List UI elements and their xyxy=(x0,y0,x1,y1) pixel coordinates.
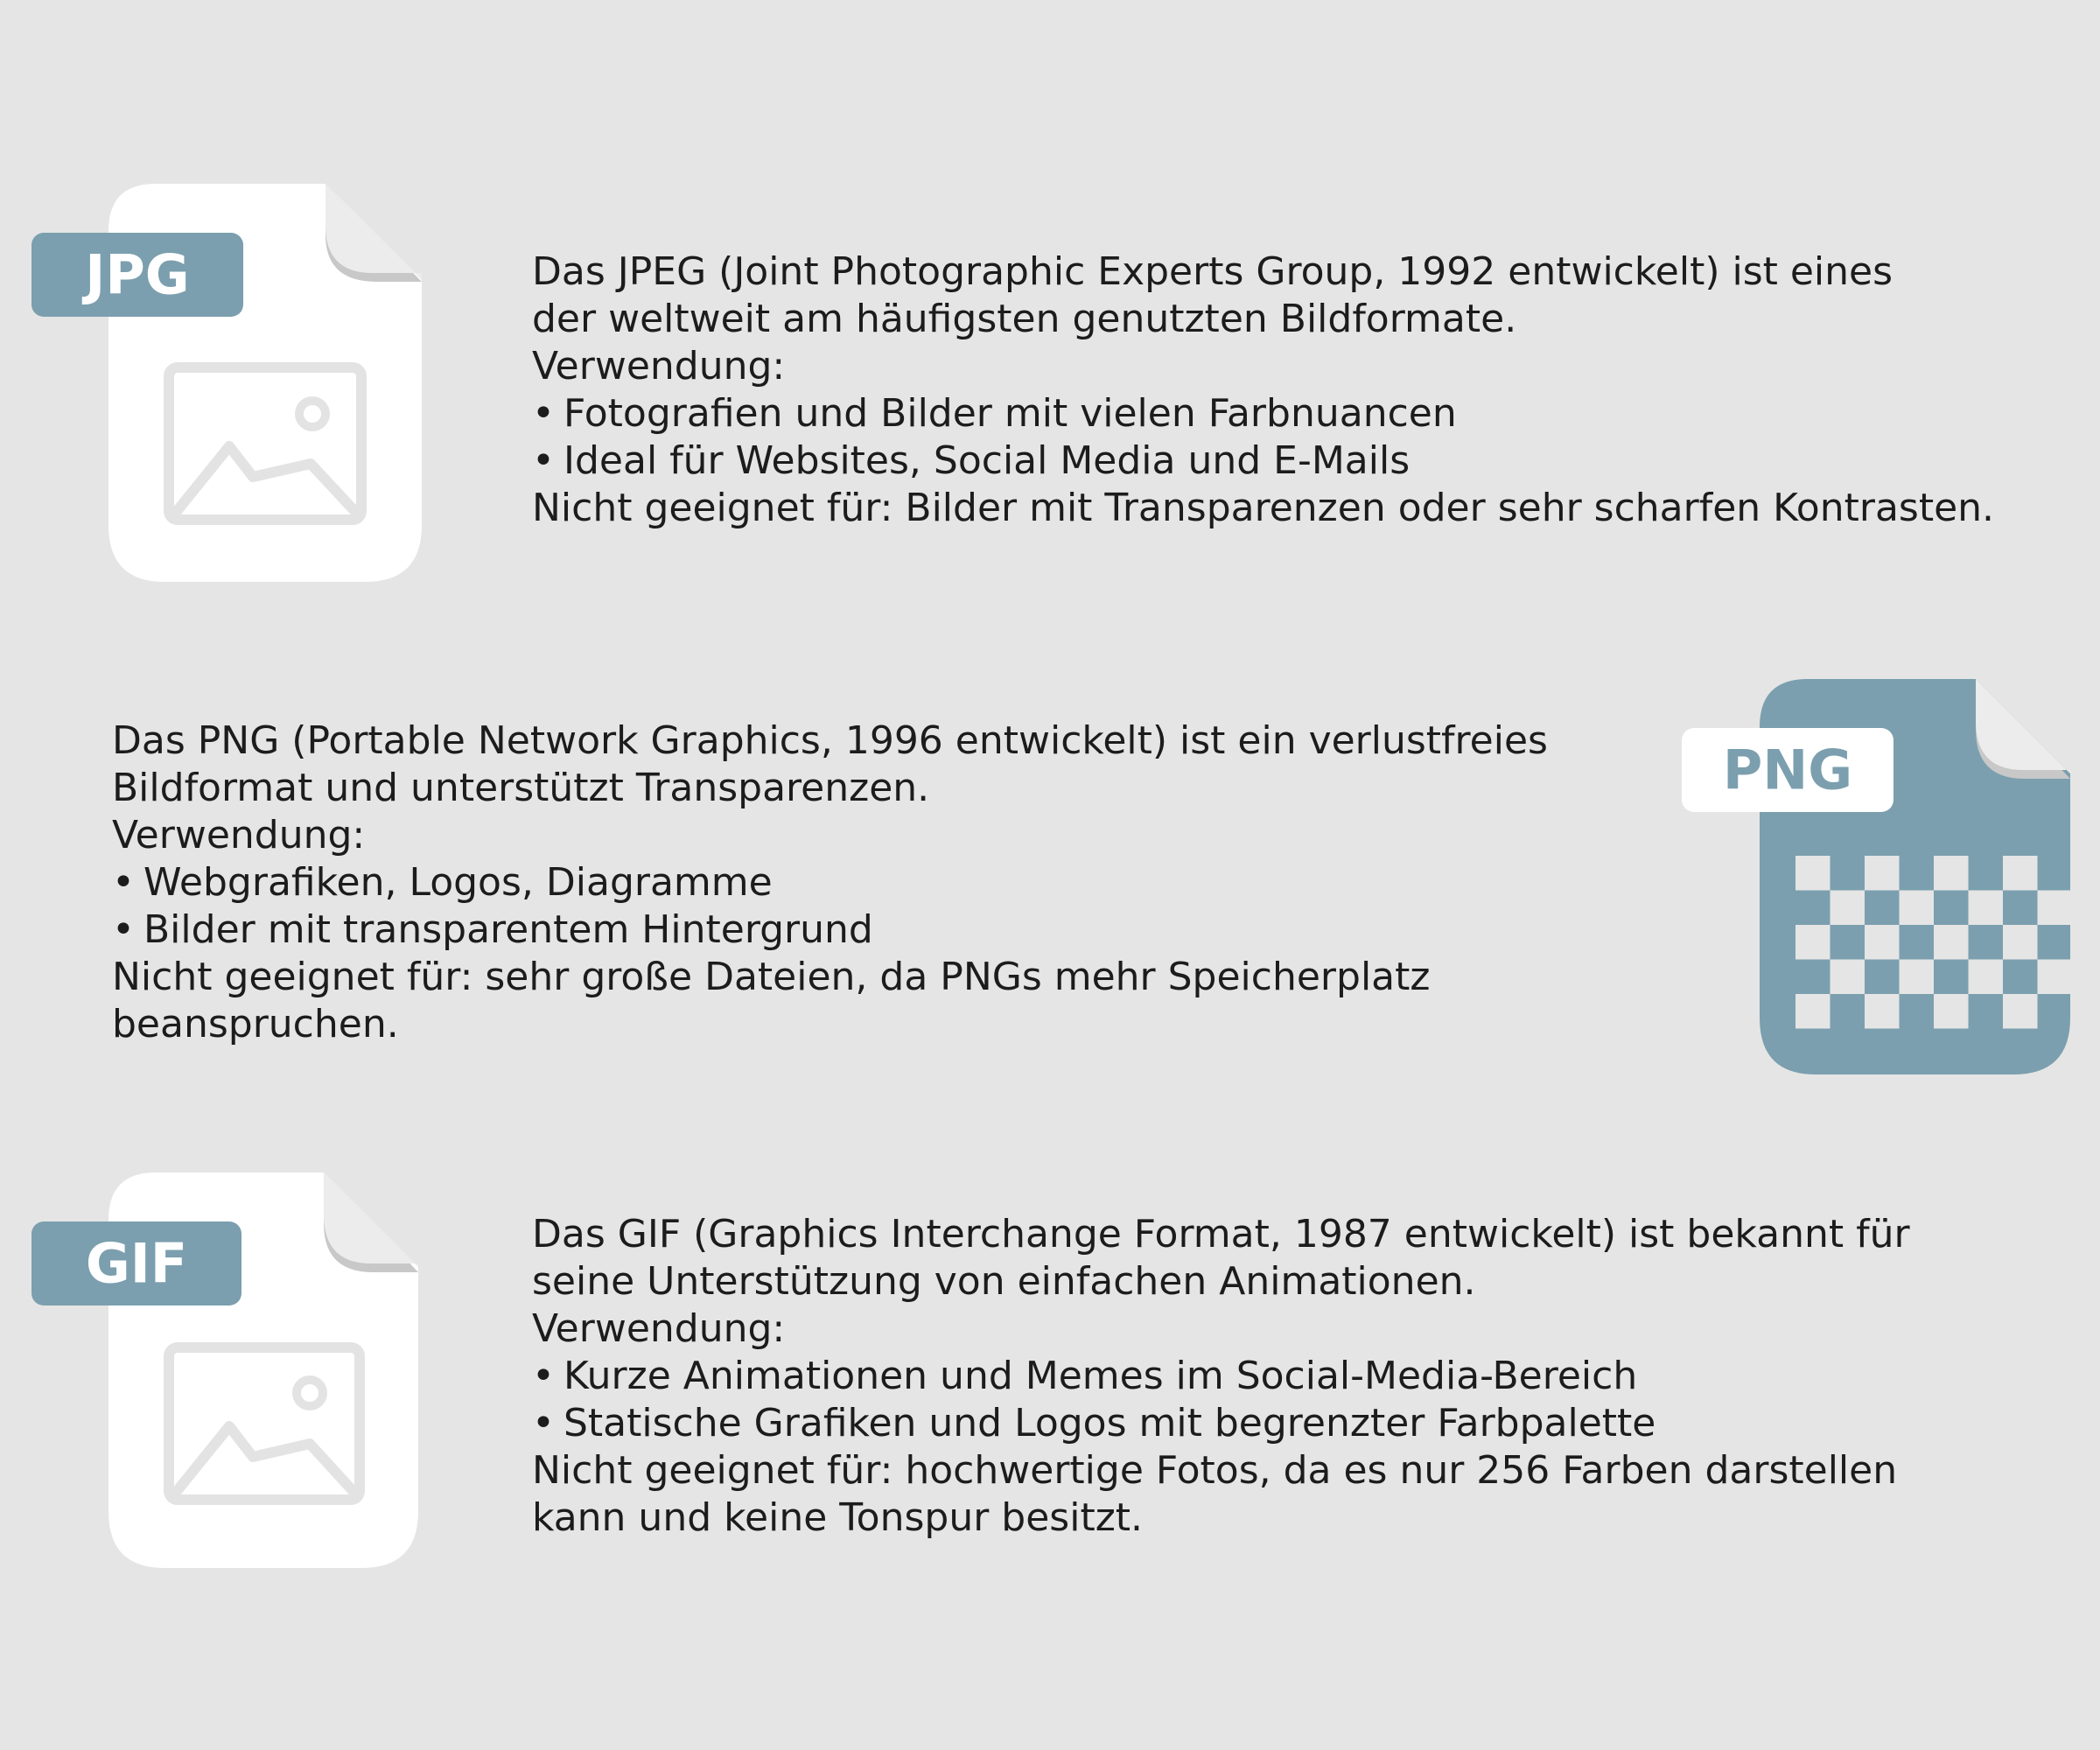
checker-square xyxy=(1934,925,1969,960)
png-use-text: Webgrafiken, Logos, Diagramme xyxy=(144,860,773,905)
gif-not-suitable: Nicht geeignet für: hochwertige Fotos, da es nur 256 Farben darstellen xyxy=(532,1448,1898,1493)
checker-square xyxy=(2038,960,2073,995)
bullet-icon: • xyxy=(532,1354,555,1398)
jpg-not-suitable: Nicht geeignet für: Bilder mit Transparenzen oder sehr scharfen Kontrasten. xyxy=(532,486,1995,530)
jpg-badge-label: JPG xyxy=(85,242,190,307)
checker-square xyxy=(1969,891,2004,926)
gif-use-text: Statische Grafiken und Logos mit begrenzter Farbpalette xyxy=(564,1401,1656,1446)
bullet-icon: • xyxy=(112,860,135,905)
list-item xyxy=(532,1353,1910,1400)
png-badge-label: PNG xyxy=(1722,738,1853,802)
bullet-icon: • xyxy=(532,438,555,483)
checker-square xyxy=(1830,891,1866,926)
gif-description xyxy=(532,1211,1910,1542)
png-usage-label: Verwendung: xyxy=(112,813,366,858)
jpg-use-text: Fotografien und Bilder mit vielen Farbnuancen xyxy=(564,391,1457,436)
checker-square xyxy=(2003,925,2038,960)
jpg-use-text: Ideal für Websites, Social Media und E-Mails xyxy=(564,438,1410,483)
checker-square xyxy=(1796,925,1830,960)
jpg-usage-label: Verwendung: xyxy=(532,344,786,388)
checker-square xyxy=(2038,891,2073,926)
list-item xyxy=(532,438,1994,485)
checker-square xyxy=(1865,994,1900,1029)
png-not-suitable: beanspruchen. xyxy=(112,1002,399,1046)
gif-not-suitable: kann und keine Tonspur besitzt. xyxy=(532,1495,1144,1540)
png-usage-list xyxy=(112,859,1548,954)
checker-square xyxy=(1796,856,1830,891)
checker-square xyxy=(1796,994,1830,1029)
list-item xyxy=(532,390,1994,438)
list-item xyxy=(112,906,1548,954)
bullet-icon: • xyxy=(532,1401,555,1446)
list-item xyxy=(532,1400,1910,1447)
bullet-icon: • xyxy=(532,391,555,436)
jpg-usage-list xyxy=(532,390,1994,485)
jpg-intro-line: Das JPEG (Joint Photographic Experts Group, 1992 entwickelt) ist eines xyxy=(532,249,1894,294)
gif-usage-list xyxy=(532,1353,1910,1447)
checker-square xyxy=(1865,856,1900,891)
gif-intro-line: seine Unterstützung von einfachen Animationen. xyxy=(532,1259,1476,1304)
checker-square xyxy=(2003,856,2038,891)
checker-square xyxy=(1969,960,2004,995)
gif-use-text: Kurze Animationen und Memes im Social-Media-Bereich xyxy=(564,1354,1638,1398)
gif-intro-line: Das GIF (Graphics Interchange Format, 1987 entwickelt) ist bekannt für xyxy=(532,1212,1910,1256)
gif-badge-label: GIF xyxy=(85,1231,188,1296)
checker-square xyxy=(1934,994,1969,1029)
checker-square xyxy=(1900,891,1935,926)
png-use-text: Bilder mit transparentem Hintergrund xyxy=(144,907,873,952)
list-item xyxy=(112,859,1548,906)
bullet-icon: • xyxy=(112,907,135,952)
png-not-suitable: Nicht geeignet für: sehr große Dateien, da PNGs mehr Speicherplatz xyxy=(112,955,1431,999)
gif-usage-label: Verwendung: xyxy=(532,1306,786,1351)
checker-square xyxy=(1830,960,1866,995)
jpg-intro-line: der weltweit am häufigsten genutzten Bildformate. xyxy=(532,297,1517,341)
checker-square xyxy=(1865,925,1900,960)
checker-square xyxy=(1900,960,1935,995)
png-intro-line: Das PNG (Portable Network Graphics, 1996 entwickelt) ist ein verlustfreies xyxy=(112,718,1548,763)
checker-square xyxy=(2003,994,2038,1029)
jpg-description xyxy=(532,248,1994,532)
png-description xyxy=(112,718,1548,1048)
checker-square xyxy=(1934,856,1969,891)
png-intro-line: Bildformat und unterstützt Transparenzen. xyxy=(112,766,930,810)
